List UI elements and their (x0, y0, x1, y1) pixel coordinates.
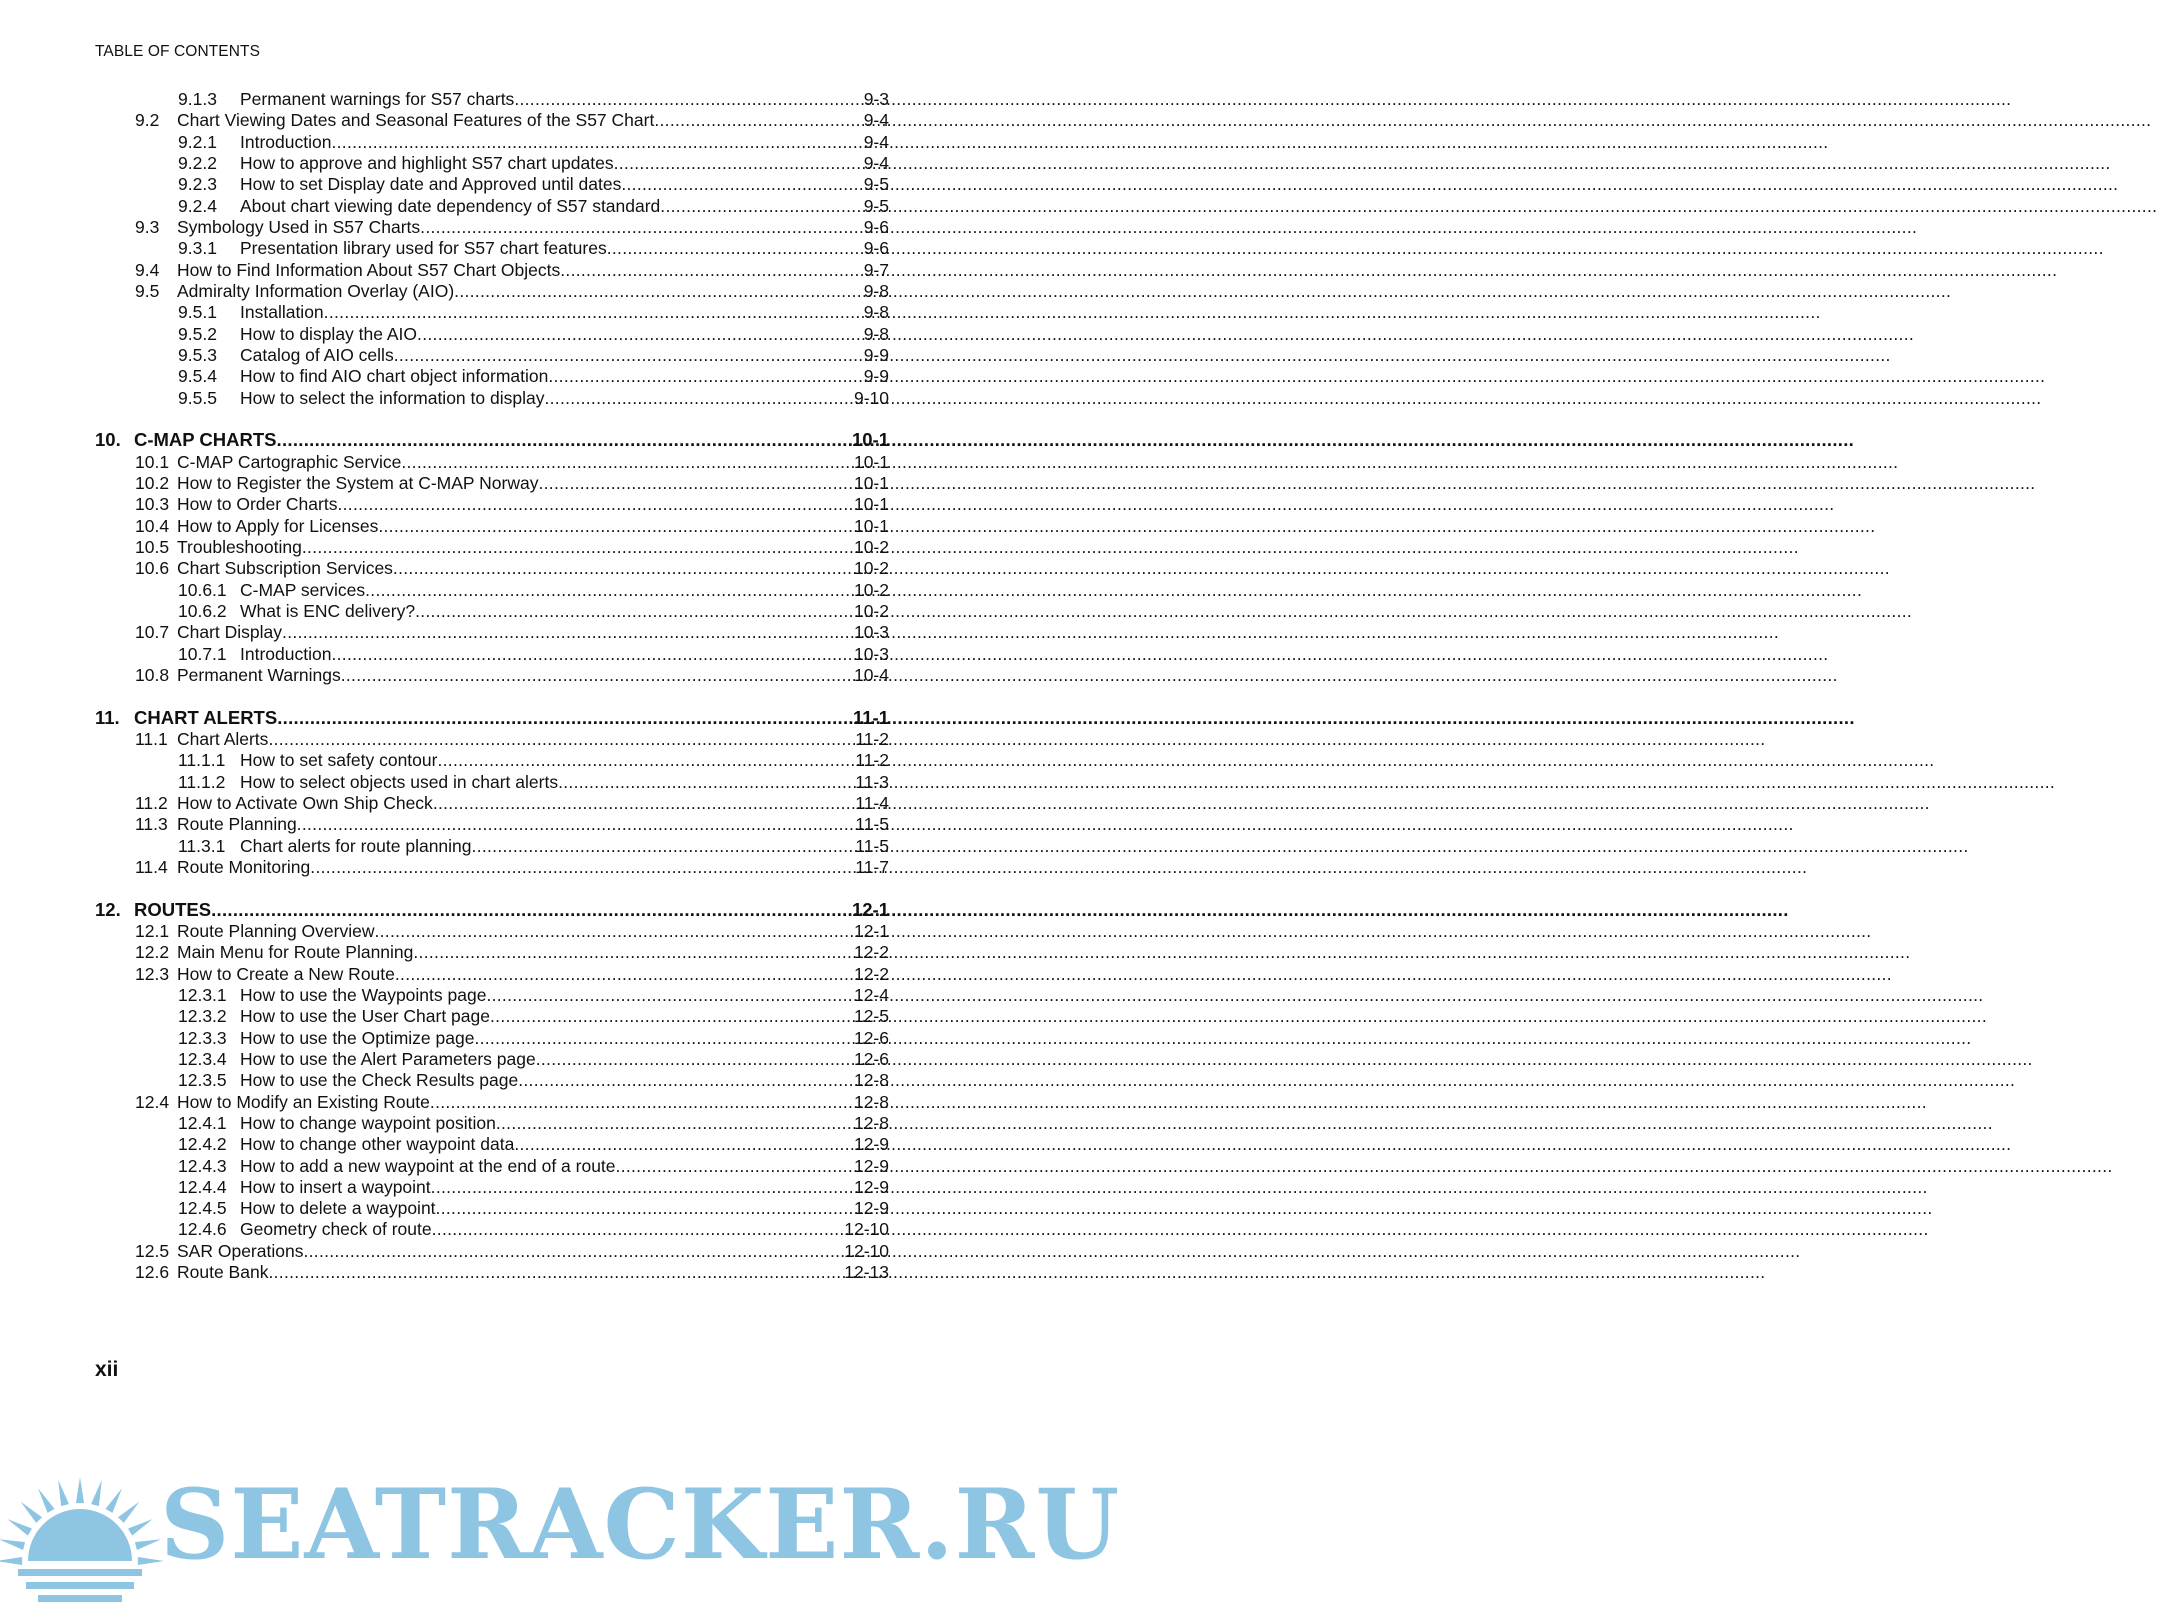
sun-ray (105, 1488, 122, 1513)
toc-entry-title: How to display the AIO (240, 324, 418, 344)
toc-entry[interactable] (135, 1091, 889, 1113)
page-number: xii (95, 1358, 119, 1381)
toc-entry-page: 11-2 (855, 750, 889, 770)
sun-ray (38, 1488, 55, 1513)
toc-entry-title: CHART ALERTS (134, 707, 278, 728)
toc-dot-leader (341, 664, 854, 686)
toc-entry-number: 9.5.5 (178, 388, 217, 408)
toc-dot-leader (518, 1069, 854, 1091)
toc-entry-page: 12-5 (853, 1006, 889, 1026)
toc-entry-number: 12.3.4 (178, 1049, 227, 1069)
toc-entry[interactable] (135, 1240, 889, 1262)
toc-entry-title: Presentation library used for S57 chart features (240, 238, 607, 258)
toc-entry-page: 9-4 (863, 110, 889, 130)
toc-entry-page: 9-6 (863, 217, 889, 237)
toc-entry-page: 12-13 (844, 1262, 889, 1282)
toc-entry-page: 12-2 (853, 964, 889, 984)
toc-entry-page: 10-1 (853, 494, 889, 514)
toc-entry-title: Troubleshooting (177, 537, 302, 557)
toc-entry-title: About chart viewing date dependency of S57 standard (240, 196, 661, 216)
toc-entry-page: 9-9 (863, 366, 889, 386)
toc-dot-leader (432, 1218, 845, 1240)
toc-dot-leader (277, 429, 852, 451)
toc-entry[interactable] (178, 301, 889, 323)
toc-entry[interactable] (135, 792, 889, 814)
toc-entry-page: 9-9 (863, 345, 889, 365)
toc-entry-title: How to use the User Chart page (240, 1006, 490, 1026)
sun-ray (21, 1502, 42, 1523)
toc-entry-title: Main Menu for Route Planning (177, 942, 414, 962)
toc-entry[interactable] (178, 1218, 889, 1240)
toc-dot-leader (378, 515, 854, 537)
sun-ray (0, 1539, 25, 1550)
toc-entry-title: How to Modify an Existing Route (177, 1092, 430, 1112)
toc-entry-number: 11.1.2 (178, 772, 226, 792)
toc-dot-leader (211, 899, 852, 921)
toc-entry-title: C-MAP services (240, 580, 366, 600)
toc-entry-page: 12-1 (853, 921, 889, 941)
toc-entry-number: 12.5 (135, 1241, 170, 1261)
toc-entry-page: 10-3 (853, 644, 889, 664)
toc-entry-page: 10-1 (853, 452, 889, 472)
toc-entry-number: 12.4.6 (178, 1219, 227, 1239)
sun-ray (118, 1502, 139, 1523)
toc-dot-leader (454, 280, 864, 302)
toc-dot-leader (538, 472, 854, 494)
toc-entry-title: Admiralty Information Overlay (AIO) (177, 281, 455, 301)
toc-entry-number: 10.7.1 (178, 644, 227, 664)
toc-entry-page: 12-8 (853, 1113, 889, 1133)
toc-entry[interactable] (178, 1069, 889, 1091)
toc-dot-leader (420, 216, 864, 238)
toc-entry-title: Route Planning (177, 814, 297, 834)
toc-entry-number: 12.6 (135, 1262, 170, 1282)
toc-entry-title: How to use the Alert Parameters page (240, 1049, 536, 1069)
toc-entry[interactable] (135, 1261, 889, 1283)
toc-entry[interactable] (178, 984, 889, 1006)
toc-dot-leader (514, 1133, 854, 1155)
toc-entry-title: How to Register the System at C-MAP Norway (177, 473, 539, 493)
toc-entry-title: How to set Display date and Approved until dates (240, 174, 622, 194)
toc-entry-page: 10-3 (853, 622, 889, 642)
toc-entry-title: Chart Subscription Services (177, 558, 393, 578)
toc-entry[interactable] (135, 856, 889, 878)
toc-entry[interactable] (135, 216, 889, 238)
toc-entry-page: 12-4 (853, 985, 889, 1005)
toc-entry-title: How to select objects used in chart alerts (240, 772, 559, 792)
toc-entry-page: 9-6 (863, 238, 889, 258)
toc-dot-leader (437, 749, 855, 771)
toc-entry-title: ROUTES (134, 899, 212, 920)
toc-entry-page: 10-1 (853, 473, 889, 493)
toc-entry-number: 9.2.4 (178, 196, 217, 216)
toc-entry-number: 9.5.1 (178, 302, 217, 322)
toc-entry[interactable] (135, 813, 889, 835)
toc-entry-title: Chart Alerts (177, 729, 269, 749)
toc-entry[interactable] (178, 195, 889, 217)
toc-entry-page: 12-6 (853, 1028, 889, 1048)
toc-entry-page: 12-9 (853, 1156, 889, 1176)
toc-entry-title: How to insert a waypoint (240, 1177, 431, 1197)
toc-dot-leader (472, 835, 856, 857)
toc-entry-page: 12-9 (853, 1177, 889, 1197)
toc-dot-leader (331, 643, 854, 665)
toc-entry-title: How to add a new waypoint at the end of a route (240, 1156, 616, 1176)
toc-entry-number: 12.4.2 (178, 1134, 227, 1154)
toc-entry-title: How to delete a waypoint (240, 1198, 436, 1218)
toc-dot-leader (282, 621, 854, 643)
toc-entry-title: How to use the Waypoints page (240, 985, 487, 1005)
toc-entry-number: 11.4 (135, 857, 168, 877)
toc-entry-number: 10.6 (135, 558, 170, 578)
toc-entry-number: 11.3 (135, 814, 168, 834)
sun-ray (58, 1480, 69, 1506)
toc-entry-title: Catalog of AIO cells (240, 345, 394, 365)
toc-entry-page: 9-8 (863, 281, 889, 301)
toc-entry-number: 10.8 (135, 665, 170, 685)
toc-dot-leader (486, 984, 854, 1006)
toc-entry-number: 10.3 (135, 494, 170, 514)
toc-entry-page: 12-10 (844, 1241, 889, 1261)
toc-entry-title: Chart Viewing Dates and Seasonal Features of the S57 Chart (177, 110, 655, 130)
toc-entry-number: 12.4.5 (178, 1198, 227, 1218)
toc-dot-leader (558, 771, 855, 793)
toc-dot-leader (331, 131, 863, 153)
sun-ray (128, 1519, 153, 1536)
toc-dot-leader (436, 1197, 854, 1219)
toc-entry-number: 10. (95, 429, 121, 450)
toc-entry-page: 11-1 (852, 707, 889, 728)
toc-entry-number: 9.1.3 (178, 89, 217, 109)
toc-entry-number: 11. (95, 707, 120, 728)
toc-dot-leader (268, 728, 855, 750)
toc-entry-page: 11-2 (855, 729, 889, 749)
toc-entry-number: 9.5.3 (178, 345, 217, 365)
toc-chapter-entry[interactable] (95, 429, 889, 451)
sun-logo-graphic (0, 1477, 164, 1602)
toc-entry-page: 9-4 (863, 132, 889, 152)
toc-entry-page: 12-10 (844, 1219, 889, 1239)
toc-dot-leader (413, 941, 854, 963)
toc-entry[interactable] (135, 472, 889, 494)
toc-entry-page: 11-7 (855, 857, 889, 877)
toc-entry-number: 9.5.2 (178, 324, 217, 344)
toc-entry-page: 9-10 (853, 388, 889, 408)
toc-dot-leader (417, 323, 864, 345)
toc-entry-title: How to approve and highlight S57 chart updates (240, 153, 614, 173)
toc-entry[interactable] (178, 237, 889, 259)
toc-dot-leader (303, 1240, 844, 1262)
toc-dot-leader (654, 109, 863, 131)
toc-entry-page: 12-6 (853, 1049, 889, 1069)
toc-dot-leader (431, 1176, 854, 1198)
toc-entry-number: 10.6.2 (178, 601, 227, 621)
toc-entry[interactable] (135, 963, 889, 985)
toc-entry-number: 12.4.1 (178, 1113, 227, 1133)
sun-ray (7, 1519, 32, 1536)
toc-chapter-entry[interactable] (95, 899, 889, 921)
toc-entry[interactable] (135, 920, 889, 942)
toc-entry-number: 12.2 (135, 942, 170, 962)
toc-entry-title: Symbology Used in S57 Charts (177, 217, 421, 237)
toc-entry[interactable] (135, 109, 889, 131)
toc-entry-page: 10-1 (851, 429, 889, 450)
toc-entry-title: How to use the Check Results page (240, 1070, 519, 1090)
toc-entry-title: How to Order Charts (177, 494, 338, 514)
toc-entry-page: 10-2 (853, 558, 889, 578)
toc-entry[interactable] (178, 600, 889, 622)
toc-entry[interactable] (135, 664, 889, 686)
toc-entry-title: C-MAP CHARTS (134, 429, 277, 450)
toc-entry-number: 10.1 (135, 452, 170, 472)
toc-entry[interactable] (178, 643, 889, 665)
toc-entry-page: 12-8 (853, 1070, 889, 1090)
toc-entry-title: Installation (240, 302, 324, 322)
toc-entry-title: How to set safety contour (240, 750, 438, 770)
toc-entry[interactable] (178, 1197, 889, 1219)
toc-entry[interactable] (178, 1027, 889, 1049)
toc-entry-page: 9-7 (863, 260, 889, 280)
toc-entry-number: 11.2 (135, 793, 168, 813)
toc-entry-title: How to find AIO chart object information (240, 366, 549, 386)
toc-entry[interactable] (135, 621, 889, 643)
toc-entry-number: 10.4 (135, 516, 170, 536)
toc-dot-leader (277, 707, 853, 729)
toc-dot-leader (268, 1261, 844, 1283)
toc-entry-number: 10.6.1 (178, 580, 227, 600)
toc-entry-title: Route Planning Overview (177, 921, 375, 941)
toc-entry-title: Permanent Warnings (177, 665, 341, 685)
toc-entry[interactable] (178, 131, 889, 153)
toc-dot-leader (415, 600, 854, 622)
toc-dot-leader (297, 813, 856, 835)
toc-dot-leader (310, 856, 855, 878)
toc-entry-title: How to change other waypoint data (240, 1134, 515, 1154)
toc-entry-number: 10.7 (135, 622, 170, 642)
toc-entry-number: 10.5 (135, 537, 170, 557)
toc-entry-number: 9.3.1 (178, 238, 217, 258)
toc-entry-page: 11-4 (855, 793, 889, 813)
toc-dot-leader (433, 792, 855, 814)
toc-dot-leader (607, 237, 864, 259)
toc-dot-leader (395, 963, 854, 985)
toc-entry[interactable] (178, 1005, 889, 1027)
toc-entry-number: 12.3 (135, 964, 170, 984)
toc-dot-leader (430, 1091, 854, 1113)
toc-entry[interactable] (135, 259, 889, 281)
toc-entry-number: 12.3.5 (178, 1070, 227, 1090)
toc-entry-page: 11-5 (855, 836, 889, 856)
toc-entry-page: 9-3 (863, 89, 889, 109)
toc-entry-title: How to Find Information About S57 Chart Objects (177, 260, 561, 280)
toc-entry-title: Introduction (240, 644, 332, 664)
toc-dot-leader (401, 451, 854, 473)
toc-entry[interactable] (178, 771, 889, 793)
toc-dot-leader (514, 88, 863, 110)
toc-entry-page: 9-5 (863, 174, 889, 194)
toc-entry-page: 12-9 (853, 1134, 889, 1154)
toc-entry-title: How to use the Optimize page (240, 1028, 475, 1048)
toc-entry-title: How to change waypoint position (240, 1113, 496, 1133)
toc-entry[interactable] (178, 1048, 889, 1070)
toc-dot-leader (393, 557, 854, 579)
toc-entry-page: 11-5 (855, 814, 889, 834)
toc-entry-number: 12.4.3 (178, 1156, 227, 1176)
toc-entry-number: 9.2.1 (178, 132, 217, 152)
toc-entry-number: 11.1.1 (178, 750, 226, 770)
toc-dot-leader (536, 1048, 854, 1070)
toc-entry[interactable] (178, 835, 889, 857)
toc-entry-title: How to Create a New Route (177, 964, 395, 984)
toc-entry[interactable] (135, 451, 889, 473)
toc-entry[interactable] (135, 941, 889, 963)
toc-entry[interactable] (135, 280, 889, 302)
toc-entry[interactable] (135, 515, 889, 537)
toc-entry-number: 12. (95, 899, 121, 920)
toc-entry-number: 9.3 (135, 217, 160, 237)
toc-dot-leader (496, 1112, 854, 1134)
toc-entry[interactable] (178, 88, 889, 110)
toc-dot-leader (490, 1005, 854, 1027)
toc-entry[interactable] (178, 1176, 889, 1198)
toc-entry-title: How to Activate Own Ship Check (177, 793, 433, 813)
sun-ray (135, 1539, 161, 1550)
toc-entry[interactable] (178, 1133, 889, 1155)
toc-entry[interactable] (178, 1155, 889, 1177)
toc-entry[interactable] (178, 173, 889, 195)
toc-dot-leader (302, 536, 854, 558)
toc-entry[interactable] (178, 365, 889, 387)
toc-entry-number: 9.5.4 (178, 366, 217, 386)
toc-entry[interactable] (178, 749, 889, 771)
toc-entry-page: 10-1 (853, 516, 889, 536)
toc-dot-leader (374, 920, 854, 942)
toc-entry[interactable] (135, 728, 889, 750)
toc-entry-title: Geometry check of route (240, 1219, 432, 1239)
toc-entry-number: 11.3.1 (178, 836, 226, 856)
toc-entry-title: SAR Operations (177, 1241, 304, 1261)
toc-entry-page: 11-3 (855, 772, 889, 792)
toc-entry-title: How to Apply for Licenses (177, 516, 379, 536)
toc-entry-number: 12.3.3 (178, 1028, 227, 1048)
toc-entry-number: 9.2.3 (178, 174, 217, 194)
toc-dot-leader (616, 1155, 854, 1177)
toc-entry-title: Route Monitoring (177, 857, 311, 877)
toc-dot-leader (560, 259, 863, 281)
toc-dot-leader (474, 1027, 854, 1049)
watermark-text: SEATRACKER.RU (160, 1468, 1121, 1581)
toc-entry-number: 9.4 (135, 260, 160, 280)
toc-entry-title: How to select the information to display (240, 388, 545, 408)
toc-dot-leader (337, 493, 854, 515)
toc-entry-title: Route Bank (177, 1262, 269, 1282)
toc-entry-page: 10-4 (853, 665, 889, 685)
toc-entry-number: 9.5 (135, 281, 160, 301)
toc-entry-number: 12.4.4 (178, 1177, 227, 1197)
toc-entry-title: Permanent warnings for S57 charts (240, 89, 515, 109)
toc-entry-page: 10-2 (853, 537, 889, 557)
sun-ray (0, 1557, 22, 1565)
toc-entry-page: 12-1 (851, 899, 889, 920)
toc-entry-title: Chart Display (177, 622, 283, 642)
toc-entry-title: Introduction (240, 132, 332, 152)
toc-entry-page: 12-9 (853, 1198, 889, 1218)
toc-entry-page: 9-4 (863, 153, 889, 173)
toc-dot-leader (365, 579, 854, 601)
toc-entry-page: 9-8 (863, 324, 889, 344)
toc-entry[interactable] (135, 536, 889, 558)
toc-entry-page: 12-2 (853, 942, 889, 962)
toc-entry[interactable] (178, 387, 889, 409)
running-header: TABLE OF CONTENTS (95, 43, 261, 60)
toc-entry-number: 9.2 (135, 110, 160, 130)
toc-entry-number: 12.4 (135, 1092, 170, 1112)
sun-ray (76, 1477, 84, 1503)
sun-ray (91, 1480, 102, 1506)
toc-entry-number: 9.2.2 (178, 153, 217, 173)
toc-dot-leader (660, 195, 863, 217)
toc-entry-title: C-MAP Cartographic Service (177, 452, 402, 472)
toc-chapter-entry[interactable] (95, 707, 889, 729)
toc-entry[interactable] (135, 557, 889, 579)
toc-entry-page: 10-2 (853, 580, 889, 600)
toc-entry[interactable] (178, 579, 889, 601)
toc-dot-leader (324, 301, 864, 323)
toc-dot-leader (614, 152, 864, 174)
toc-dot-leader (621, 173, 863, 195)
toc-entry-page: 10-2 (853, 601, 889, 621)
toc-entry[interactable] (178, 1112, 889, 1134)
toc-entry-number: 11.1 (135, 729, 168, 749)
toc-entry-number: 10.2 (135, 473, 170, 493)
toc-entry-title: Chart alerts for route planning (240, 836, 472, 856)
toc-entry[interactable] (135, 493, 889, 515)
toc-entry[interactable] (178, 323, 889, 345)
toc-entry-page: 9-8 (863, 302, 889, 322)
toc-dot-leader (548, 365, 863, 387)
toc-dot-leader (394, 344, 864, 366)
toc-entry-number: 12.3.1 (178, 985, 227, 1005)
toc-entry[interactable] (178, 152, 889, 174)
toc-entry-title: What is ENC delivery? (240, 601, 416, 621)
toc-entry-page: 12-8 (853, 1092, 889, 1112)
toc-entry-number: 12.3.2 (178, 1006, 227, 1026)
toc-entry-number: 12.1 (135, 921, 170, 941)
toc-entry-page: 9-5 (863, 196, 889, 216)
toc-entry[interactable] (178, 344, 889, 366)
toc-dot-leader (544, 387, 854, 409)
